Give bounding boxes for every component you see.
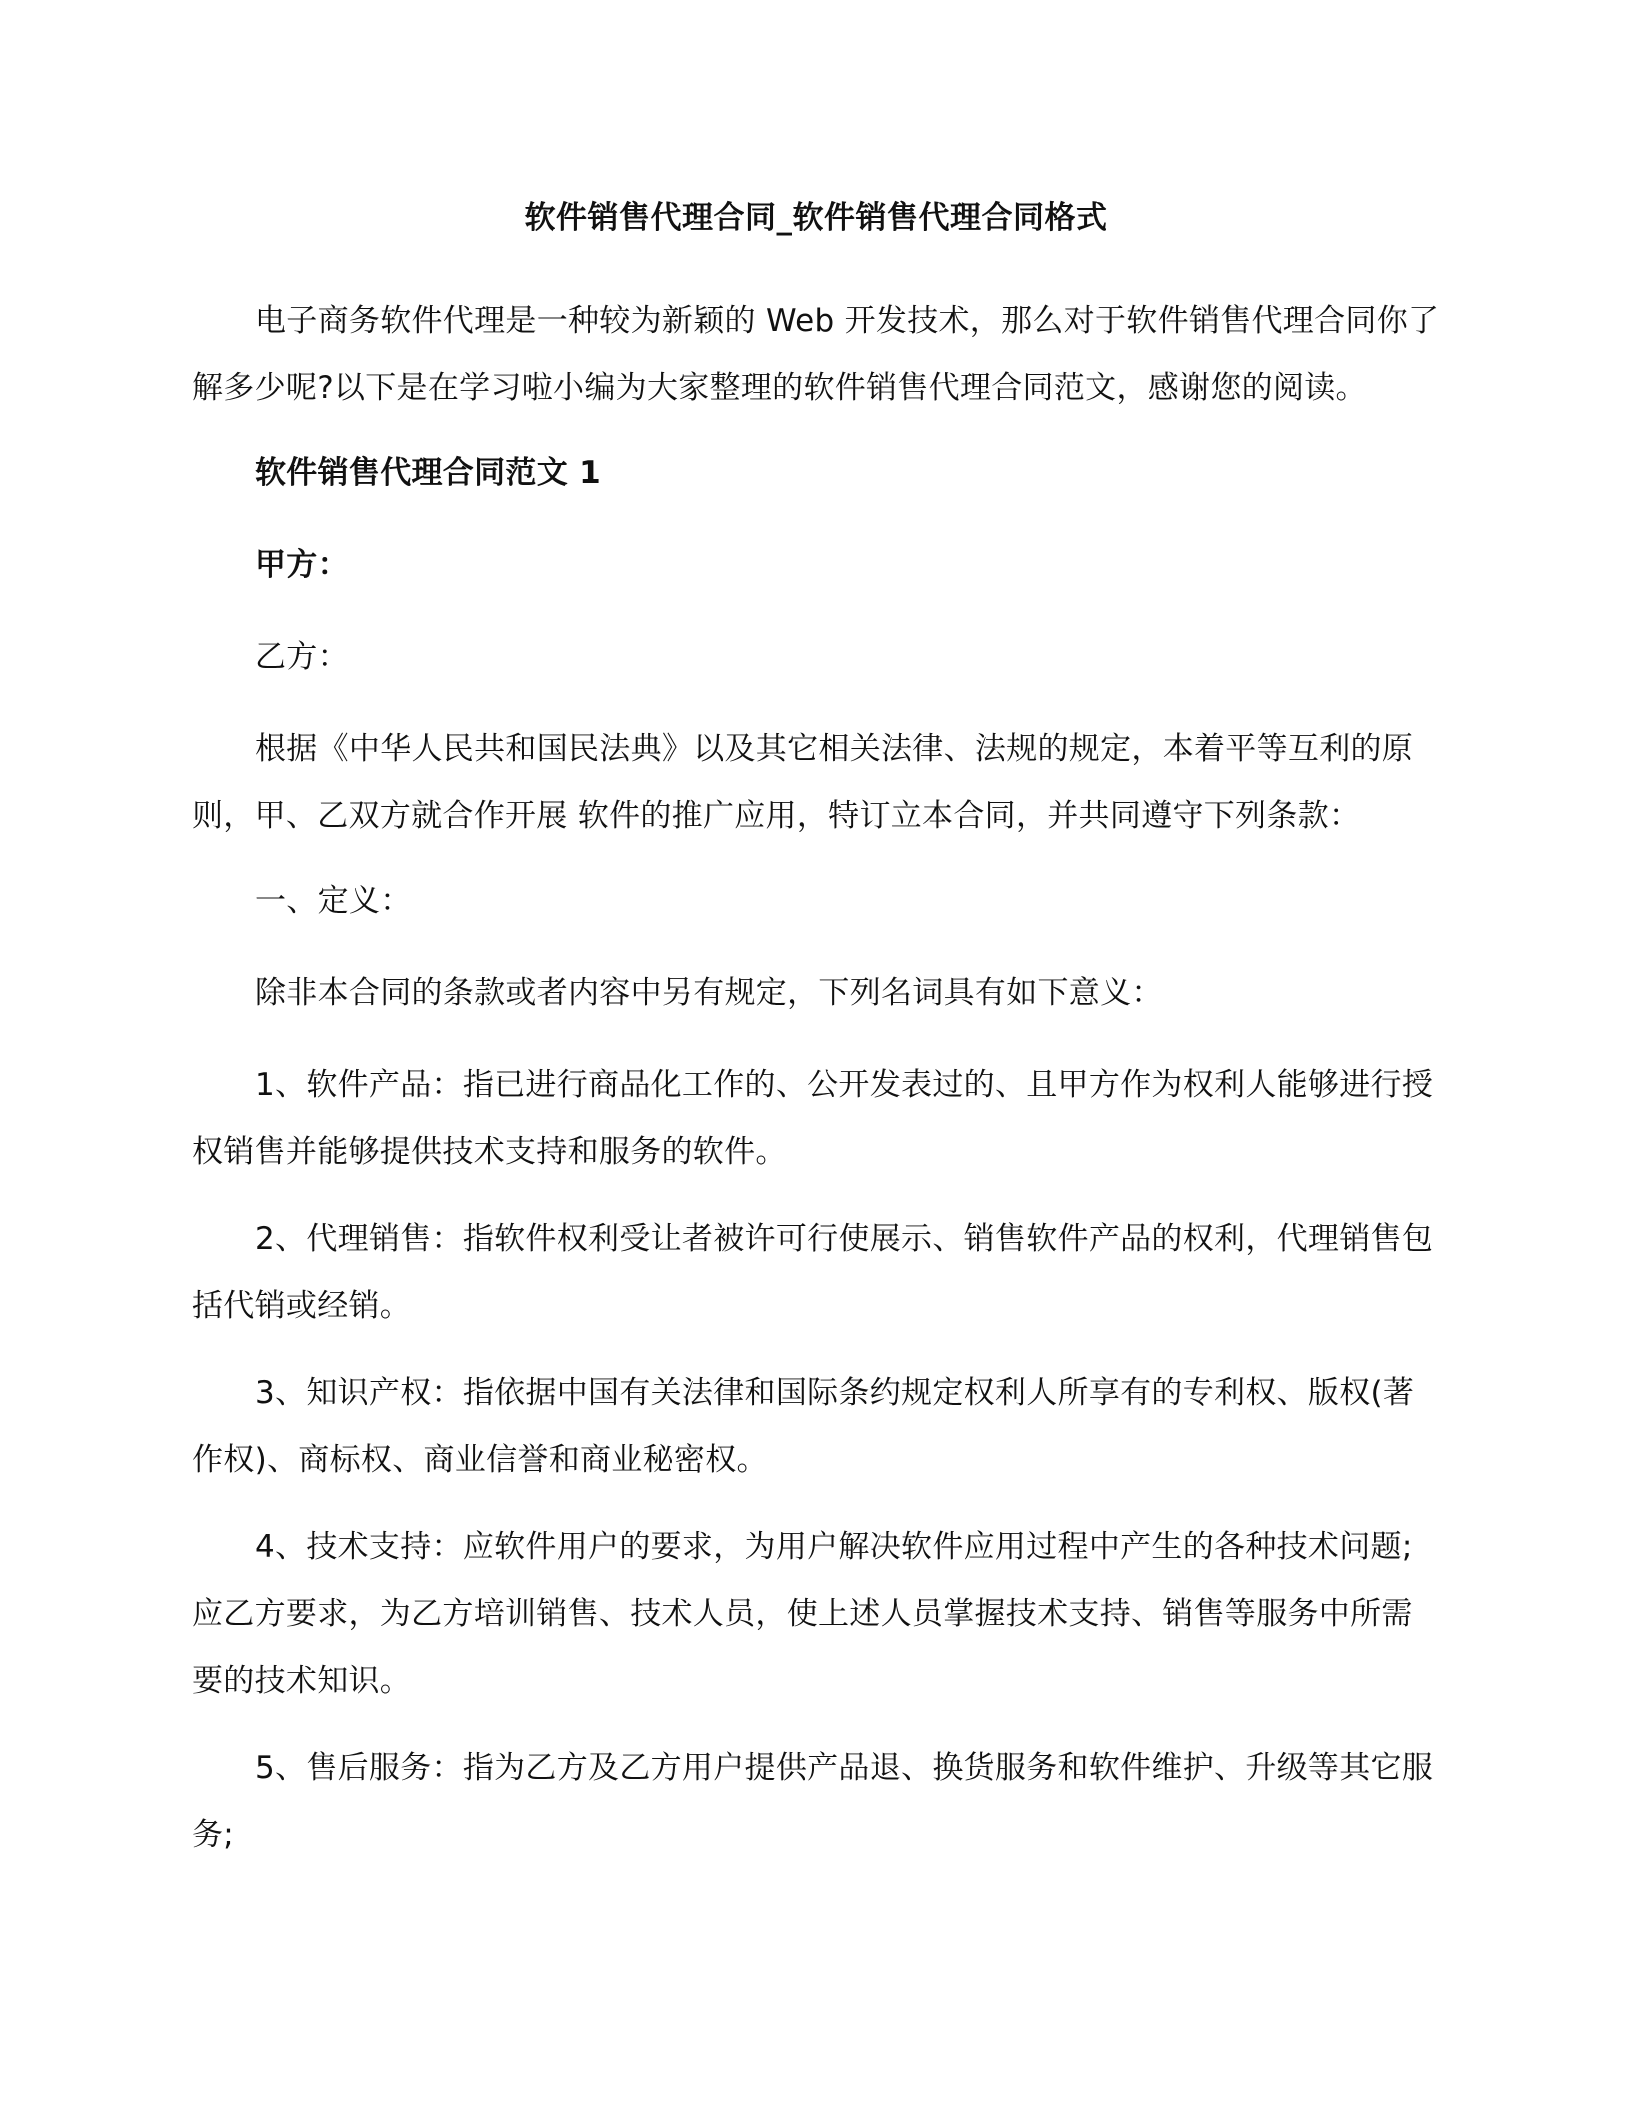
section-definitions-heading: 一、定义：: [255, 883, 412, 919]
definition-2: 2、代理销售：指软件权利受让者被许可行使展示、销售软件产品的权利，代理销售包括代销或经销。: [192, 1221, 1434, 1324]
definition-3: 3、知识产权：指依据中国有关法律和国际条约规定权利人所享有的专利权、版权(著作权)、商标权、商业信誉和商业秘密权。: [192, 1375, 1415, 1478]
party-b-label: 乙方：: [255, 639, 349, 675]
preamble-paragraph: 根据《中华人民共和国民法典》以及其它相关法律、法规的规定，本着平等互利的原则，甲、乙双方就合作开展 软件的推广应用，特订立本合同，并共同遵守下列条款：: [192, 731, 1414, 834]
intro-paragraph: 电子商务软件代理是一种较为新颖的 Web 开发技术，那么对于软件销售代理合同你了解多少呢?以下是在学习啦小编为大家整理的软件销售代理合同范文，感谢您的阅读。: [192, 303, 1440, 406]
definition-5: 5、售后服务：指为乙方及乙方用户提供产品退、换货服务和软件维护、升级等其它服务;: [192, 1750, 1434, 1853]
definition-1: 1、软件产品：指已进行商品化工作的、公开发表过的、且甲方作为权利人能够进行授权销售并能够提供技术支持和服务的软件。: [192, 1067, 1434, 1170]
definition-4: 4、技术支持：应软件用户的要求，为用户解决软件应用过程中产生的各种技术问题;应乙方要求，为乙方培训销售、技术人员，使上述人员掌握技术支持、销售等服务中所需要的技术知识。: [192, 1529, 1413, 1699]
section-heading-sample-1: 软件销售代理合同范文 1: [255, 455, 601, 491]
definitions-intro: 除非本合同的条款或者内容中另有规定，下列名词具有如下意义：: [255, 975, 1163, 1011]
party-a-label: 甲方：: [255, 547, 349, 583]
document-title: 软件销售代理合同_软件销售代理合同格式: [524, 200, 1108, 236]
